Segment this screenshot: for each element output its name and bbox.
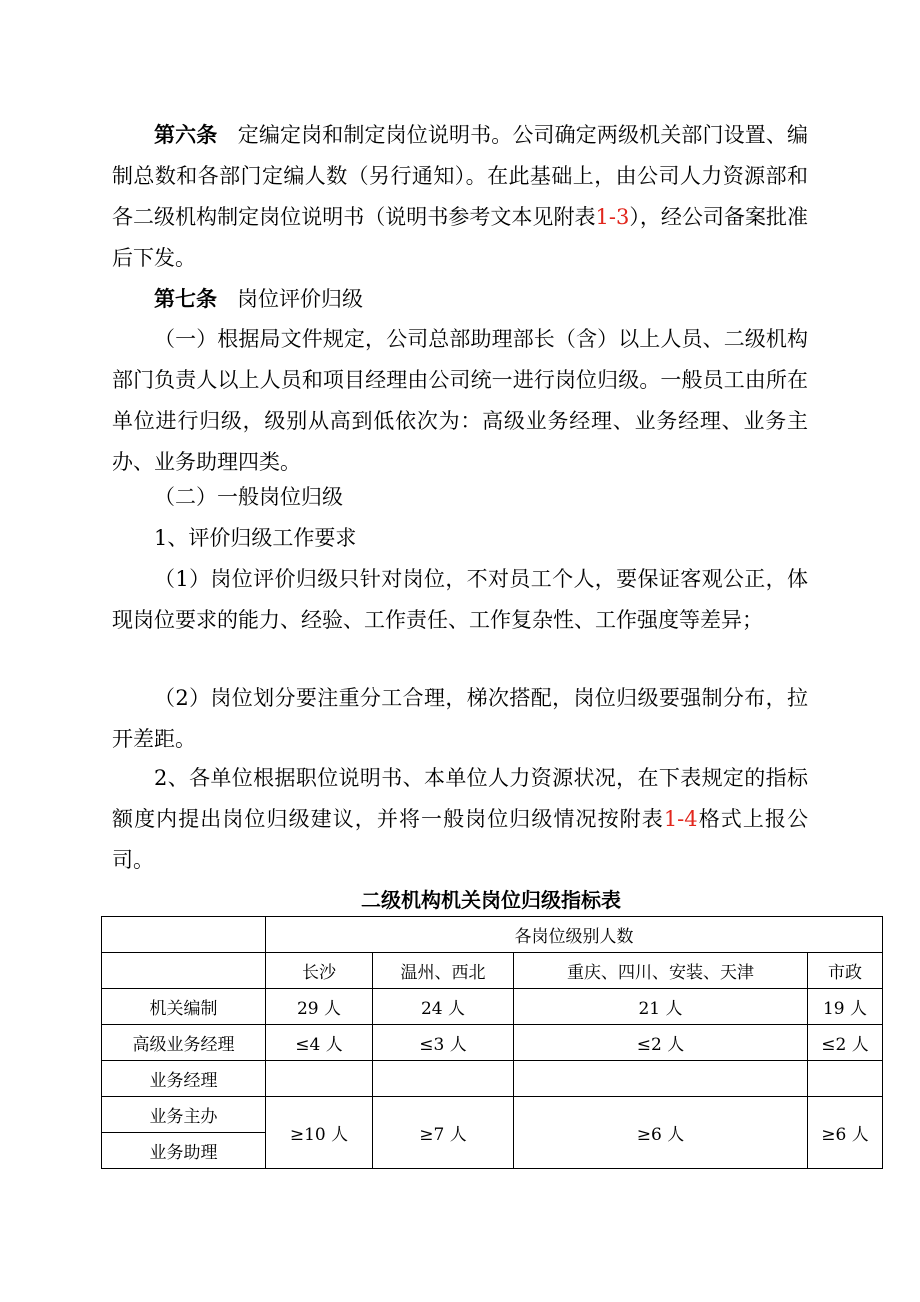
table-cell: 21 人	[514, 989, 808, 1025]
table-row	[102, 1097, 883, 1133]
article-7-heading: 岗位评价归级	[237, 287, 364, 311]
article-6-paragraph	[112, 114, 808, 279]
table-cell: 29 人	[266, 989, 373, 1025]
table-cell: ≤2 人	[808, 1025, 883, 1061]
paragraph-6	[112, 758, 808, 881]
paragraph-6-body-end: 格式上报公司。	[112, 807, 809, 872]
table-cell: ≥7 人	[373, 1097, 514, 1169]
paragraph-3: 1、评价归级工作要求	[154, 526, 357, 550]
paragraph-2: （二）一般岗位归级	[154, 485, 343, 509]
table-row	[102, 989, 883, 1025]
table-row	[102, 953, 883, 989]
table-row	[102, 917, 883, 953]
table-cell	[514, 1061, 808, 1097]
column-header: 温州、西北	[373, 953, 514, 989]
row-label: 业务主办	[102, 1097, 266, 1133]
corner-cell	[102, 953, 266, 989]
row-label: 业务助理	[102, 1133, 266, 1169]
table-cell: ≤4 人	[266, 1025, 373, 1061]
table-row	[102, 1025, 883, 1061]
article-7-title: 第七条	[154, 286, 217, 311]
paragraph-4: （1）岗位评价归级只针对岗位，不对员工个人，要保证客观公正，体现岗位要求的能力、经验、工作责任、工作复杂性、工作强度等差异；	[112, 567, 808, 632]
table-cell: ≤3 人	[373, 1025, 514, 1061]
article-6-title: 第六条	[154, 122, 218, 147]
group-header: 各岗位级别人数	[266, 917, 883, 953]
paragraph-5: （2）岗位划分要注重分工合理，梯次搭配，岗位归级要强制分布，拉开差距。	[112, 686, 808, 751]
table-cell	[373, 1061, 514, 1097]
column-header: 市政	[808, 953, 883, 989]
row-label: 业务经理	[102, 1061, 266, 1097]
table-cell: ≥6 人	[514, 1097, 808, 1169]
article-6-body: 定编定岗和制定岗位说明书。公司确定两级机关部门设置、编制总数和各部门定编人数（另行通知）。在此基础上，由公司人力资源部和各二级机构制定岗位说明书（说明书参考文本见附表	[112, 123, 809, 229]
table-row	[102, 1061, 883, 1097]
paragraph-6-body: 2、各单位根据职位说明书、本单位人力资源状况，在下表规定的指标额度内提出岗位归级建议，并将一般岗位归级情况按附表	[112, 766, 808, 831]
table-cell: 19 人	[808, 989, 883, 1025]
table-cell: ≤2 人	[514, 1025, 808, 1061]
column-header: 长沙	[266, 953, 373, 989]
column-header: 重庆、四川、安装、天津	[514, 953, 808, 989]
row-label: 机关编制	[102, 989, 266, 1025]
corner-cell	[102, 917, 266, 953]
appendix-ref-1-4: 1-4	[663, 807, 698, 831]
grading-quota-table	[101, 916, 883, 1169]
appendix-ref-1-3: 1-3	[595, 205, 630, 229]
table-cell: ≥6 人	[808, 1097, 883, 1169]
article-7-heading-line	[112, 278, 808, 320]
table-title: 二级机构机关岗位归级指标表	[361, 888, 621, 912]
table-cell	[808, 1061, 883, 1097]
table-cell	[266, 1061, 373, 1097]
table-cell: 24 人	[373, 989, 514, 1025]
article-6-body-end: ），经公司备案批准后下发。	[112, 205, 809, 270]
table-cell: ≥10 人	[266, 1097, 373, 1169]
paragraph-1: （一）根据局文件规定，公司总部助理部长（含）以上人员、二级机构部门负责人以上人员和项目经理由公司统一进行岗位归级。一般员工由所在单位进行归级，级别从高到低依次为：高级业务经理、业务经理、业务主办、业务助理四类。	[112, 327, 808, 474]
row-label: 高级业务经理	[102, 1025, 266, 1061]
